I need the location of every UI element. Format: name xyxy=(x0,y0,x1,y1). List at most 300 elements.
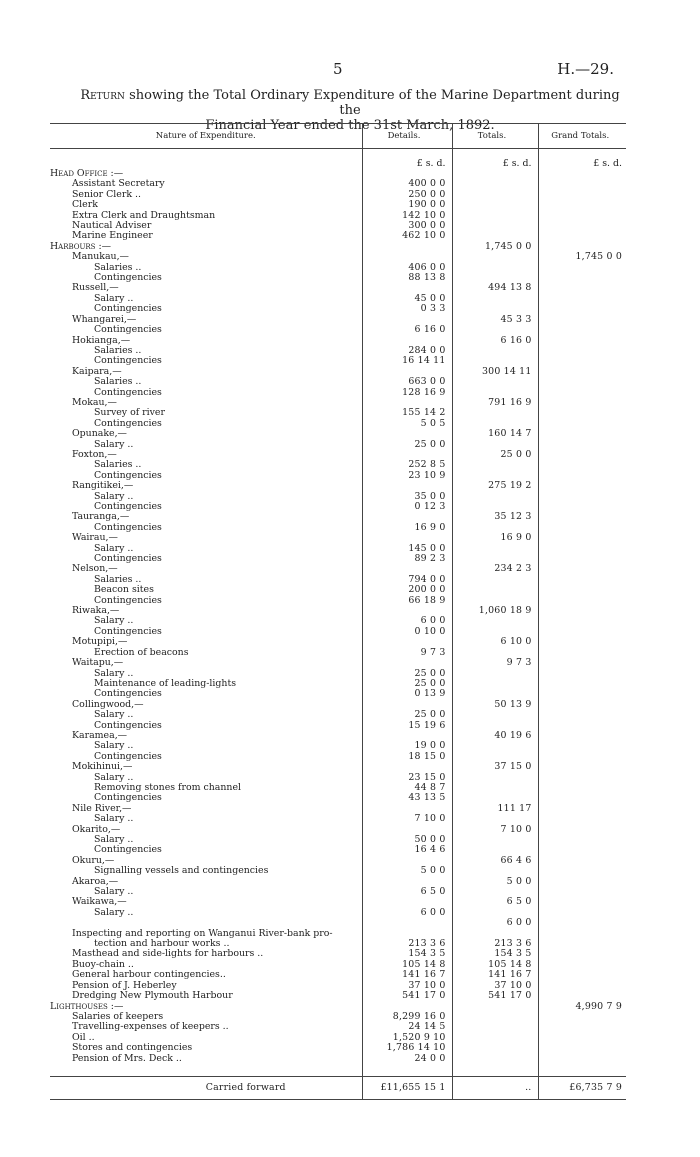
row-details-value: 43 13 5 xyxy=(362,793,452,803)
row-label-text: Clerk xyxy=(72,199,98,211)
row-totals-value: 16 9 0 xyxy=(452,533,538,543)
table-row xyxy=(50,429,626,439)
row-grand-value xyxy=(538,481,626,491)
row-grand-value xyxy=(538,502,626,512)
row-details-value: 6 0 0 xyxy=(362,616,452,626)
row-totals-value: 37 10 0 xyxy=(452,981,538,991)
row-label-text: Salaries .. xyxy=(94,376,142,388)
table-row xyxy=(50,554,626,564)
row-grand-value xyxy=(538,1043,626,1053)
row-details-value: 250 0 0 xyxy=(362,190,452,200)
row-grand-value xyxy=(538,752,626,762)
row-details-value: 1,786 14 10 xyxy=(362,1043,452,1053)
row-grand-value xyxy=(538,825,626,835)
table-row xyxy=(50,752,626,762)
row-label-text: Rangitikei,— xyxy=(72,480,134,492)
table-row xyxy=(50,596,626,606)
row-grand-value xyxy=(538,419,626,429)
row-details-value: 15 19 6 xyxy=(362,721,452,731)
row-details-value: 89 2 3 xyxy=(362,554,452,564)
row-details-value: 16 9 0 xyxy=(362,523,452,533)
table-row xyxy=(50,283,626,293)
row-totals-value: 791 16 9 xyxy=(452,398,538,408)
row-grand-value xyxy=(538,211,626,221)
row-label-text: Salary .. xyxy=(94,709,134,721)
row-details-value: 105 14 8 xyxy=(362,960,452,970)
row-totals-value: 35 12 3 xyxy=(452,512,538,522)
row-grand-value xyxy=(538,200,626,210)
row-grand-value xyxy=(538,877,626,887)
row-grand-value xyxy=(538,429,626,439)
row-grand-value: 1,745 0 0 xyxy=(538,252,626,262)
row-totals-value: 6 10 0 xyxy=(452,637,538,647)
row-totals-value: 105 14 8 xyxy=(452,960,538,970)
row-grand-value xyxy=(538,679,626,689)
row-label-text: Oil .. xyxy=(72,1031,95,1043)
row-details-value: 252 8 5 xyxy=(362,460,452,470)
row-grand-value xyxy=(538,460,626,470)
row-label-text: Collingwood,— xyxy=(72,698,144,710)
row-label-text: Foxton,— xyxy=(72,448,117,460)
row-label-text: tection and harbour works .. xyxy=(94,938,230,950)
row-details-value: 25 0 0 xyxy=(362,710,452,720)
table-row xyxy=(50,814,626,824)
row-label-text: Whangarei,— xyxy=(72,313,137,325)
table-row xyxy=(50,897,626,907)
row-label xyxy=(50,1054,362,1064)
table-row xyxy=(50,845,626,855)
row-totals-value xyxy=(452,200,538,210)
row-grand-value xyxy=(538,273,626,283)
row-label-text: Opunake,— xyxy=(72,428,127,440)
table-row xyxy=(50,804,626,814)
row-grand-value xyxy=(538,596,626,606)
row-label-text: Kaipara,— xyxy=(72,365,122,377)
row-totals-value xyxy=(452,669,538,679)
row-label-text: Lighthouses :— xyxy=(50,1000,124,1012)
row-details-value: 1,520 9 10 xyxy=(362,1033,452,1043)
row-grand-value xyxy=(538,169,626,179)
row-grand-value xyxy=(538,325,626,335)
row-details-value: 400 0 0 xyxy=(362,179,452,189)
row-totals-value xyxy=(452,1012,538,1022)
row-details-value: 794 0 0 xyxy=(362,575,452,585)
row-details-value: 23 10 9 xyxy=(362,471,452,481)
title-smallcaps: Return xyxy=(80,88,125,103)
row-label-text: Contingencies xyxy=(94,303,162,315)
table-row xyxy=(50,721,626,731)
row-grand-value xyxy=(538,970,626,980)
row-details-value: 6 5 0 xyxy=(362,887,452,897)
row-grand-value xyxy=(538,887,626,897)
row-grand-value xyxy=(538,658,626,668)
row-label-text: Russell,— xyxy=(72,282,119,294)
row-grand-value xyxy=(538,731,626,741)
row-label-text: Contingencies xyxy=(94,521,162,533)
row-totals-value: 234 2 3 xyxy=(452,564,538,574)
row-grand-value xyxy=(538,512,626,522)
row-grand-value xyxy=(538,564,626,574)
row-label-text: Stores and contingencies xyxy=(72,1042,193,1054)
row-totals-value xyxy=(452,1054,538,1064)
row-totals-value: 45 3 3 xyxy=(452,315,538,325)
row-totals-value xyxy=(452,773,538,783)
row-label-text: Hokianga,— xyxy=(72,334,131,346)
row-totals-value xyxy=(452,179,538,189)
table-row xyxy=(50,356,626,366)
table-row xyxy=(50,440,626,450)
table-header-row xyxy=(50,124,626,149)
row-label-text: Salaries of keepers xyxy=(72,1010,164,1022)
row-totals-value: 6 0 0 xyxy=(452,918,538,928)
row-grand-value xyxy=(538,356,626,366)
row-grand-value xyxy=(538,845,626,855)
row-label-text: Harbours :— xyxy=(50,240,111,252)
row-details-value: 5 0 5 xyxy=(362,419,452,429)
row-details-value: 88 13 8 xyxy=(362,273,452,283)
row-label-text: Survey of river xyxy=(94,407,165,419)
row-label-text: Salary .. xyxy=(94,813,134,825)
row-totals-value: 541 17 0 xyxy=(452,991,538,1001)
row-label-text: Okarito,— xyxy=(72,823,121,835)
row-grand-value xyxy=(538,804,626,814)
row-totals-value xyxy=(452,492,538,502)
row-label-text: Removing stones from channel xyxy=(94,781,242,793)
row-grand-value xyxy=(538,783,626,793)
row-label-text: Contingencies xyxy=(94,553,162,565)
row-label-text: Salaries .. xyxy=(94,344,142,356)
row-totals-value xyxy=(452,741,538,751)
row-grand-value xyxy=(538,793,626,803)
row-label-text: Salaries .. xyxy=(94,261,142,273)
row-grand-value xyxy=(538,981,626,991)
row-label-text: Extra Clerk and Draughtsman xyxy=(72,209,216,221)
row-totals-value xyxy=(452,575,538,585)
table-row xyxy=(50,388,626,398)
row-details-value: 155 14 2 xyxy=(362,408,452,418)
row-details-value: 25 0 0 xyxy=(362,440,452,450)
row-grand-value xyxy=(538,949,626,959)
table-row xyxy=(50,1022,626,1032)
row-details-value: 0 12 3 xyxy=(362,502,452,512)
row-details-value: 6 16 0 xyxy=(362,325,452,335)
row-totals-value: 494 13 8 xyxy=(452,283,538,293)
row-label-text: Salary .. xyxy=(94,542,134,554)
row-details-value: 0 3 3 xyxy=(362,304,452,314)
row-grand-value xyxy=(538,606,626,616)
row-label-text: Salary .. xyxy=(94,834,134,845)
row-totals-value: 50 13 9 xyxy=(452,700,538,710)
carried-forward-totals: .. xyxy=(452,1076,538,1099)
table-row xyxy=(50,877,626,887)
row-label-text: Waikawa,— xyxy=(72,896,127,908)
row-details-value: 37 10 0 xyxy=(362,981,452,991)
row-grand-value xyxy=(538,741,626,751)
row-details-value: 16 4 6 xyxy=(362,845,452,855)
row-details-value: 50 0 0 xyxy=(362,835,452,845)
table-row xyxy=(50,419,626,429)
row-label-text: Nautical Adviser xyxy=(72,220,152,232)
row-details-value: 0 10 0 xyxy=(362,627,452,637)
row-totals-value xyxy=(452,408,538,418)
row-label-text: Akaroa,— xyxy=(72,875,119,887)
row-grand-value xyxy=(538,866,626,876)
row-totals-value: 1,060 18 9 xyxy=(452,606,538,616)
row-details-value: 23 15 0 xyxy=(362,773,452,783)
row-grand-value xyxy=(538,585,626,595)
row-label-text: Salary .. xyxy=(94,615,134,627)
table-row xyxy=(50,606,626,616)
row-details-value xyxy=(362,242,452,252)
row-label-text: Salary .. xyxy=(94,667,134,679)
row-label-text: Maintenance of leading-lights xyxy=(94,677,237,689)
row-totals-value xyxy=(452,169,538,179)
title-line-1: showing the Total Ordinary Expenditure of the Marine Department during the xyxy=(129,88,620,118)
row-grand-value xyxy=(538,523,626,533)
row-label-text: Contingencies xyxy=(94,625,162,637)
table-row xyxy=(50,825,626,835)
row-totals-value: 154 3 5 xyxy=(452,949,538,959)
row-grand-value xyxy=(538,627,626,637)
row-label-text: Pension of J. Heberley xyxy=(72,979,177,991)
row-label-text: Erection of beacons xyxy=(94,646,189,658)
table-row xyxy=(50,762,626,772)
row-totals-value: 213 3 6 xyxy=(452,939,538,949)
table-row xyxy=(50,1054,626,1064)
units-totals: £ s. d. xyxy=(452,149,538,170)
row-label-text: Manukau,— xyxy=(72,251,129,263)
row-totals-value xyxy=(452,616,538,626)
row-label-text: Tauranga,— xyxy=(72,511,130,523)
row-label-text: Travelling-expenses of keepers .. xyxy=(72,1021,229,1033)
spacer-row xyxy=(50,1064,626,1077)
row-grand-value xyxy=(538,231,626,241)
row-totals-value: 9 7 3 xyxy=(452,658,538,668)
row-totals-value: 141 16 7 xyxy=(452,970,538,980)
row-totals-value xyxy=(452,710,538,720)
row-label-text: Wairau,— xyxy=(72,532,118,544)
row-details-value: 663 0 0 xyxy=(362,377,452,387)
table-row xyxy=(50,242,626,252)
row-totals-value: 66 4 6 xyxy=(452,856,538,866)
row-details-value: 284 0 0 xyxy=(362,346,452,356)
row-totals-value: 6 5 0 xyxy=(452,897,538,907)
row-grand-value xyxy=(538,190,626,200)
row-details-value: 44 8 7 xyxy=(362,783,452,793)
row-label-text: Salary .. xyxy=(94,740,134,752)
table-row xyxy=(50,627,626,637)
row-details-value xyxy=(362,658,452,668)
row-label-text: Dredging New Plymouth Harbour xyxy=(72,990,233,1002)
row-totals-value: 25 0 0 xyxy=(452,450,538,460)
row-grand-value xyxy=(538,179,626,189)
row-label-text: General harbour contingencies.. xyxy=(72,969,226,981)
row-grand-value xyxy=(538,440,626,450)
row-totals-value: 275 19 2 xyxy=(452,481,538,491)
col-header-nature: Nature of Expenditure. xyxy=(50,124,362,149)
row-grand-value xyxy=(538,554,626,564)
row-label-text: Beacon sites xyxy=(94,584,154,596)
row-details-value: 5 0 0 xyxy=(362,866,452,876)
table-row xyxy=(50,908,626,918)
row-label-text: Signalling vessels and contingencies xyxy=(94,865,269,877)
row-label-text: Waitapu,— xyxy=(72,657,124,669)
table-row xyxy=(50,523,626,533)
table-row xyxy=(50,700,626,710)
row-grand-value xyxy=(538,388,626,398)
row-grand-value xyxy=(538,637,626,647)
row-details-value: 200 0 0 xyxy=(362,585,452,595)
row-label-text: Salary .. xyxy=(94,886,134,898)
row-details-value: 66 18 9 xyxy=(362,596,452,606)
row-totals-value xyxy=(452,1043,538,1053)
row-grand-value xyxy=(538,408,626,418)
row-totals-value xyxy=(452,544,538,554)
row-details-value xyxy=(362,918,452,928)
units-row xyxy=(50,149,626,170)
row-grand-value xyxy=(538,991,626,1001)
row-label-text: Salaries .. xyxy=(94,459,142,471)
row-details-value: 300 0 0 xyxy=(362,221,452,231)
row-details-value: 45 0 0 xyxy=(362,294,452,304)
row-details-value xyxy=(362,429,452,439)
row-label-text: Contingencies xyxy=(94,272,162,284)
row-grand-value xyxy=(538,398,626,408)
row-label-text: Senior Clerk .. xyxy=(72,188,141,200)
row-details-value: 462 10 0 xyxy=(362,231,452,241)
row-totals-value xyxy=(452,460,538,470)
row-totals-value: 1,745 0 0 xyxy=(452,242,538,252)
table-row xyxy=(50,991,626,1001)
row-totals-value: 111 17 xyxy=(452,804,538,814)
row-grand-value xyxy=(538,721,626,731)
row-label-text: Head Office :— xyxy=(50,168,124,179)
row-details-value: 142 10 0 xyxy=(362,211,452,221)
row-label-text: Contingencies xyxy=(94,719,162,731)
row-label-text: Okuru,— xyxy=(72,854,115,866)
row-label-text: Marine Engineer xyxy=(72,230,153,242)
row-details-value: 406 0 0 xyxy=(362,263,452,273)
row-grand-value xyxy=(538,939,626,949)
carried-forward-details: £11,655 15 1 xyxy=(362,1076,452,1099)
row-grand-value xyxy=(538,346,626,356)
row-details-value: 18 15 0 xyxy=(362,752,452,762)
row-details-value: 24 0 0 xyxy=(362,1054,452,1064)
row-label-text: Contingencies xyxy=(94,501,162,512)
row-details-value: 8,299 16 0 xyxy=(362,1012,452,1022)
row-label xyxy=(50,908,362,918)
row-grand-value xyxy=(538,960,626,970)
row-grand-value xyxy=(538,918,626,928)
row-grand-value xyxy=(538,221,626,231)
row-label-text: Assistant Secretary xyxy=(72,178,165,190)
table-row xyxy=(50,533,626,543)
row-grand-value xyxy=(538,367,626,377)
row-label-text: Contingencies xyxy=(94,355,162,367)
row-grand-value xyxy=(538,908,626,918)
row-grand-value xyxy=(538,897,626,907)
row-grand-value xyxy=(538,544,626,554)
units-grand: £ s. d. xyxy=(538,149,626,170)
row-details-value: 128 16 9 xyxy=(362,388,452,398)
row-label-text: Contingencies xyxy=(94,324,162,336)
table-row xyxy=(50,231,626,241)
title-line-2: Financial Year ended the 31st March, 1892. xyxy=(205,118,495,133)
row-grand-value: 4,990 7 9 xyxy=(538,1002,626,1012)
row-details-value: 35 0 0 xyxy=(362,492,452,502)
row-label-text: Salary .. xyxy=(94,292,134,304)
row-details-value: 145 0 0 xyxy=(362,544,452,554)
row-grand-value xyxy=(538,450,626,460)
row-grand-value xyxy=(538,616,626,626)
row-grand-value xyxy=(538,669,626,679)
row-label-text: Salary .. xyxy=(94,490,134,502)
row-label-text: Inspecting and reporting on Wanganui River-bank pro- xyxy=(72,927,333,939)
row-details-value: 9 7 3 xyxy=(362,648,452,658)
row-grand-value xyxy=(538,710,626,720)
row-details-value xyxy=(362,762,452,772)
row-totals-value: 6 16 0 xyxy=(452,336,538,346)
row-label-text: Contingencies xyxy=(94,386,162,398)
row-totals-value xyxy=(452,221,538,231)
row-totals-value xyxy=(452,346,538,356)
carried-forward-label: Carried forward xyxy=(50,1076,362,1099)
row-grand-value xyxy=(538,1033,626,1043)
row-grand-value xyxy=(538,533,626,543)
row-label-text: Contingencies xyxy=(94,417,162,429)
row-details-value: 541 17 0 xyxy=(362,991,452,1001)
table-row xyxy=(50,866,626,876)
row-grand-value xyxy=(538,700,626,710)
row-grand-value xyxy=(538,835,626,845)
row-totals-value xyxy=(452,679,538,689)
row-grand-value xyxy=(538,762,626,772)
row-details-value: 16 14 11 xyxy=(362,356,452,366)
row-totals-value xyxy=(452,263,538,273)
row-totals-value xyxy=(452,783,538,793)
row-grand-value xyxy=(538,294,626,304)
row-label-text: Salary .. xyxy=(94,771,134,783)
col-header-grand: Grand Totals. xyxy=(538,124,626,149)
row-grand-value xyxy=(538,929,626,939)
row-label-text: Contingencies xyxy=(94,594,162,606)
row-label-text: Salaries .. xyxy=(94,573,142,585)
page-number: 5 xyxy=(333,60,343,78)
row-label-text: Salary .. xyxy=(94,438,134,450)
table-row xyxy=(50,273,626,283)
table-row xyxy=(50,502,626,512)
carried-forward-row xyxy=(50,1076,626,1099)
table-row xyxy=(50,325,626,335)
row-grand-value xyxy=(538,648,626,658)
row-label-text: Contingencies xyxy=(94,469,162,481)
units-details: £ s. d. xyxy=(362,149,452,170)
row-details-value: 7 10 0 xyxy=(362,814,452,824)
table-row xyxy=(50,949,626,959)
row-totals-value: 5 0 0 xyxy=(452,877,538,887)
row-details-value: 190 0 0 xyxy=(362,200,452,210)
row-grand-value xyxy=(538,263,626,273)
row-grand-value xyxy=(538,689,626,699)
row-label-text: Mokau,— xyxy=(72,396,117,408)
row-totals-value: 7 10 0 xyxy=(452,825,538,835)
row-totals-value xyxy=(452,377,538,387)
row-grand-value xyxy=(538,304,626,314)
table-row xyxy=(50,887,626,897)
row-grand-value xyxy=(538,773,626,783)
table-row xyxy=(50,190,626,200)
table-row xyxy=(50,658,626,668)
